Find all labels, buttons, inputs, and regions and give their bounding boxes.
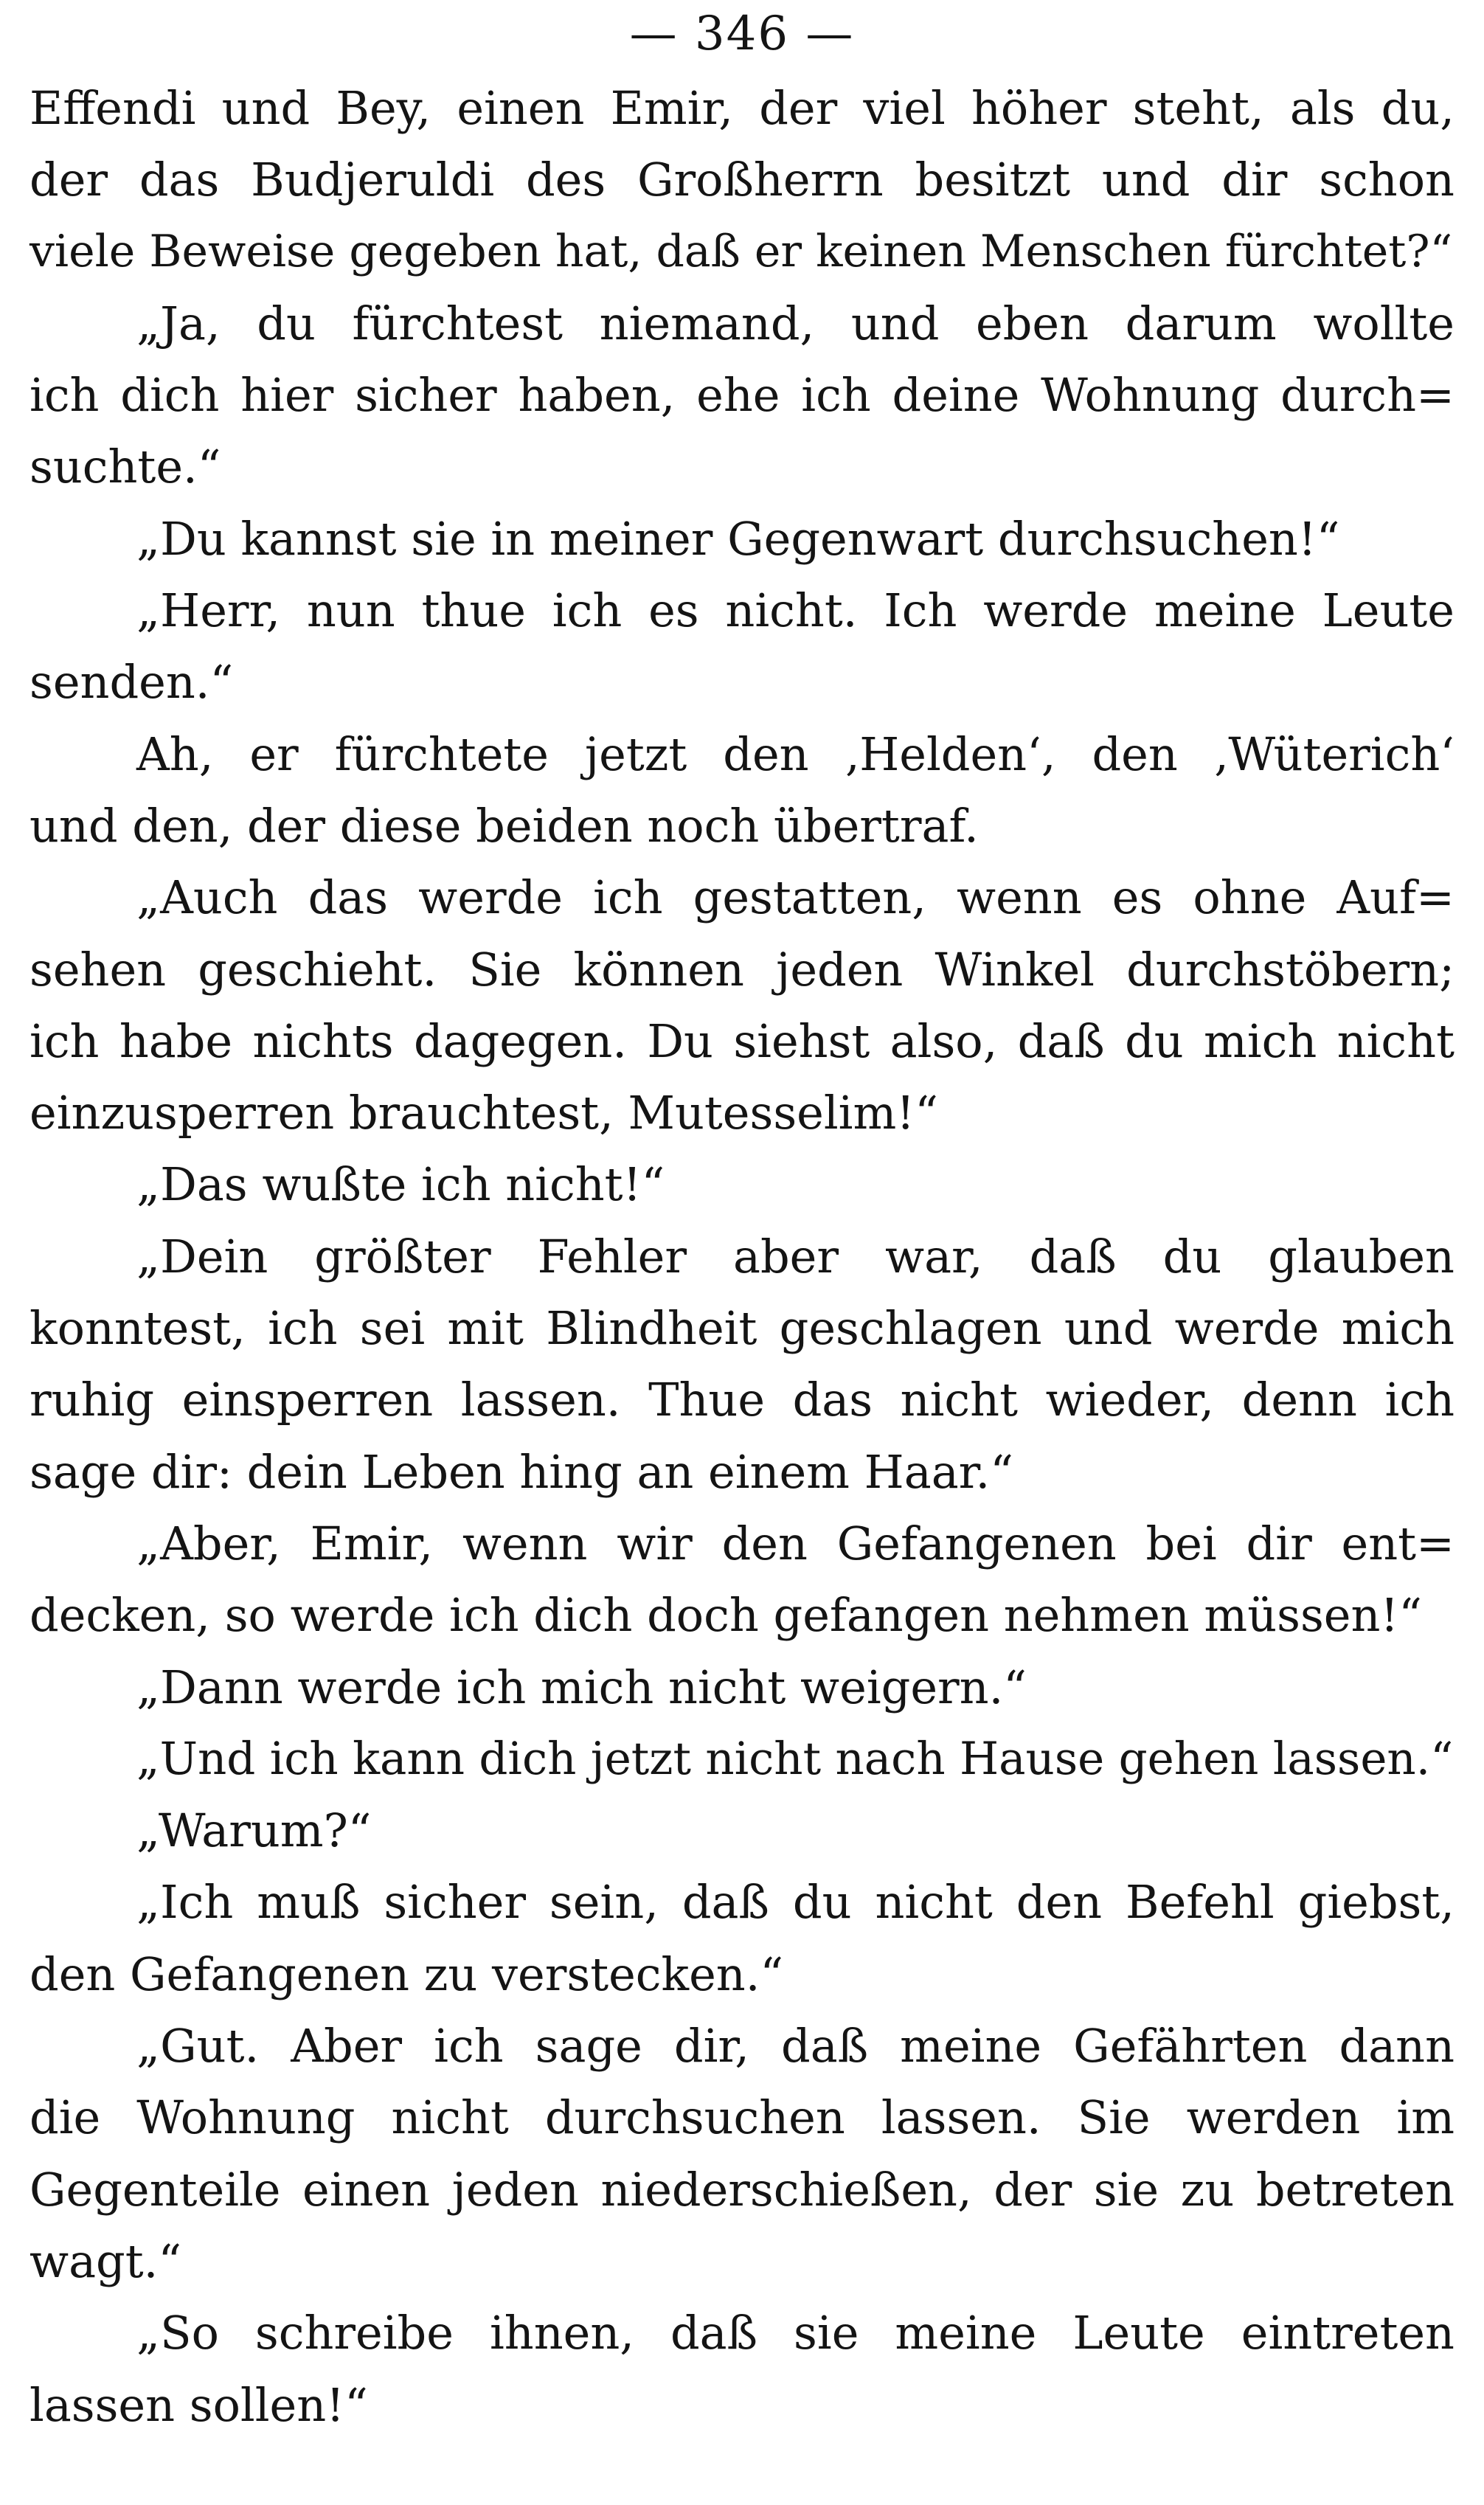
text-line: Ah, er fürchtete jetzt den ‚Helden‘, den ‚Wüterich‘: [136, 727, 1454, 781]
text-line: „Herr, nun thue ich es nicht. Ich werde meine Leute: [136, 583, 1454, 638]
text-line: einzusperren brauchtest, Mutesselim!“: [30, 1086, 938, 1140]
book-page: [30, 7, 1454, 2498]
text-line: decken, so werde ich dich doch gefangen nehmen müssen!“: [30, 1588, 1423, 1643]
text-line: ich habe nichts dagegen. Du siehst also, daß du mich nicht: [30, 1014, 1454, 1068]
text-line: „Ich muß sicher sein, daß du nicht den Befehl giebst,: [136, 1875, 1454, 1930]
text-line: „Warum?“: [136, 1804, 372, 1858]
page-number: — 346 —: [629, 7, 855, 61]
text-line: „Das wußte ich nicht!“: [136, 1157, 665, 1212]
text-line: sehen geschieht. Sie können jeden Winkel durchstöbern;: [30, 942, 1454, 997]
text-line: der das Budjeruldi des Großherrn besitzt und dir schon: [30, 153, 1454, 207]
text-line: viele Beweise gegeben hat, daß er keinen Menschen fürchtet?“: [30, 225, 1453, 277]
text-line: „Gut. Aber ich sage dir, daß meine Gefährten dann: [136, 2019, 1454, 2073]
text-line: wagt.“: [30, 2234, 182, 2288]
text-line: sage dir: dein Leben hing an einem Haar.“: [30, 1444, 1013, 1499]
text-line: „Dein größter Fehler aber war, daß du glauben: [136, 1229, 1454, 1283]
text-line: den Gefangenen zu verstecken.“: [30, 1947, 784, 2001]
text-line: suchte.“: [30, 440, 221, 494]
text-line: „So schreibe ihnen, daß sie meine Leute eintreten: [136, 2306, 1454, 2360]
text-line: Gegenteile einen jeden niederschießen, der sie zu betreten: [30, 2162, 1454, 2217]
text-line: „Ja, du fürchtest niemand, und eben darum wollte: [136, 296, 1454, 350]
text-line: „Auch das werde ich gestatten, wenn es ohne Auf=: [136, 870, 1454, 925]
text-line: die Wohnung nicht durchsuchen lassen. Sie werden im: [30, 2090, 1454, 2145]
text-line: und den, der diese beiden noch übertraf.: [30, 798, 979, 853]
text-line: „Aber, Emir, wenn wir den Gefangenen bei dir ent=: [136, 1516, 1454, 1570]
text-line: „Dann werde ich mich nicht weigern.“: [136, 1660, 1027, 1714]
text-line: „Du kannst sie in meiner Gegenwart durchsuchen!“: [136, 511, 1340, 566]
text-line: konntest, ich sei mit Blindheit geschlagen und werde mich: [30, 1301, 1454, 1356]
body-text: [30, 72, 1454, 2441]
text-line: senden.“: [30, 655, 234, 710]
text-line: ruhig einsperren lassen. Thue das nicht wieder, denn ich: [30, 1373, 1454, 1427]
text-line: lassen sollen!“: [30, 2377, 368, 2432]
text-line: ich dich hier sicher haben, ehe ich deine Wohnung durch=: [30, 368, 1454, 423]
text-line: Effendi und Bey, einen Emir, der viel höher steht, als du,: [30, 81, 1454, 135]
text-line: „Und ich kann dich jetzt nicht nach Hause gehen lassen.“: [136, 1732, 1454, 1785]
